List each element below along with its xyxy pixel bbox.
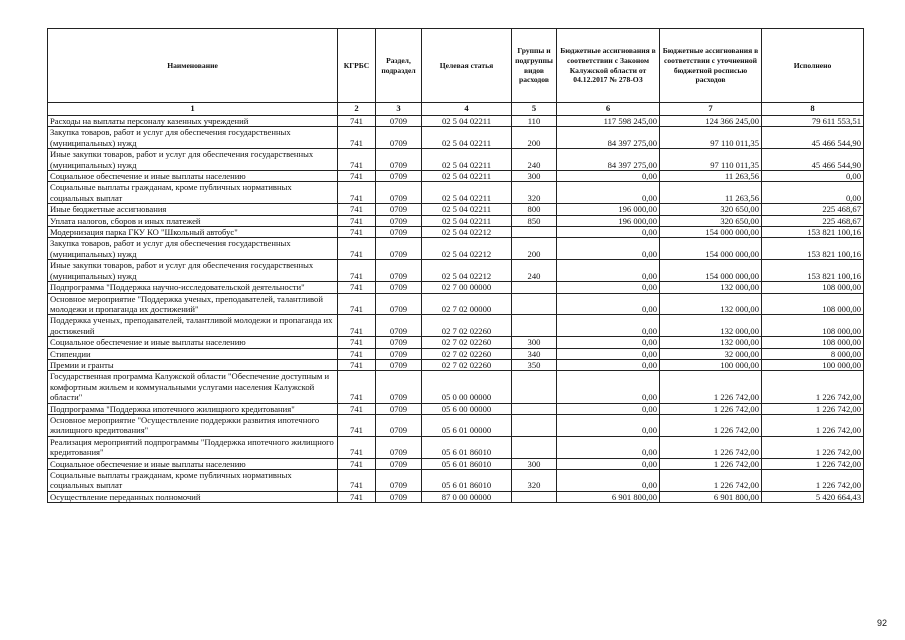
cell-ispolneno: 1 226 742,00 [762, 403, 864, 414]
cell-bud-law: 0,00 [557, 171, 660, 182]
cell-name: Закупка товаров, работ и услуг для обеспечения государственных (муниципальных) нужд [48, 127, 338, 149]
cell-bud-utoch: 132 000,00 [660, 282, 762, 293]
cell-celevaya: 05 6 01 86010 [422, 436, 512, 458]
cell-razdel: 0709 [376, 315, 422, 337]
cell-name: Государственная программа Калужской области "Обеспечение доступным и комфортным жильем и коммунальными услугами населения Калужской области" [48, 371, 338, 403]
cell-bud-law: 0,00 [557, 282, 660, 293]
cell-bud-law: 0,00 [557, 348, 660, 359]
cell-group [512, 282, 557, 293]
cell-celevaya: 02 5 04 02212 [422, 238, 512, 260]
cell-name: Социальное обеспечение и иные выплаты населению [48, 458, 338, 469]
cell-celevaya: 02 5 04 02211 [422, 182, 512, 204]
table-row [48, 293, 864, 315]
cell-group [512, 227, 557, 238]
cell-bud-utoch: 1 226 742,00 [660, 470, 762, 492]
cell-name: Премии и гранты [48, 359, 338, 370]
cell-ispolneno: 153 821 100,16 [762, 238, 864, 260]
table-row [48, 348, 864, 359]
cell-razdel: 0709 [376, 337, 422, 348]
cell-bud-law: 196 000,00 [557, 215, 660, 226]
cell-group: 200 [512, 127, 557, 149]
cell-bud-utoch: 320 650,00 [660, 215, 762, 226]
cell-kgrbs: 741 [338, 215, 376, 226]
cell-name: Модернизация парка ГКУ КО "Школьный автобус" [48, 227, 338, 238]
table-row [48, 491, 864, 502]
header-bud-utoch: Бюджетные ассигнования в соответствии с уточненной бюджетной росписью расходов [660, 29, 762, 103]
cell-name: Социальное обеспечение и иные выплаты населению [48, 337, 338, 348]
table-row [48, 282, 864, 293]
cell-kgrbs: 741 [338, 470, 376, 492]
cell-name: Социальные выплаты гражданам, кроме публичных нормативных социальных выплат [48, 182, 338, 204]
cell-celevaya: 02 7 02 02260 [422, 348, 512, 359]
cell-kgrbs: 741 [338, 282, 376, 293]
cell-kgrbs: 741 [338, 149, 376, 171]
cell-group [512, 293, 557, 315]
cell-celevaya: 02 5 04 02211 [422, 116, 512, 127]
cell-ispolneno: 1 226 742,00 [762, 470, 864, 492]
cell-razdel: 0709 [376, 238, 422, 260]
table-row [48, 470, 864, 492]
cell-bud-utoch: 100 000,00 [660, 359, 762, 370]
cell-bud-utoch: 32 000,00 [660, 348, 762, 359]
cell-name: Закупка товаров, работ и услуг для обеспечения государственных (муниципальных) нужд [48, 238, 338, 260]
cell-kgrbs: 741 [338, 127, 376, 149]
cell-name: Социальное обеспечение и иные выплаты населению [48, 171, 338, 182]
cell-razdel: 0709 [376, 348, 422, 359]
header-name: Наименование [48, 29, 338, 103]
cell-bud-law: 0,00 [557, 337, 660, 348]
cell-razdel: 0709 [376, 227, 422, 238]
cell-celevaya: 02 5 04 02211 [422, 127, 512, 149]
cell-bud-law: 196 000,00 [557, 204, 660, 215]
cell-razdel: 0709 [376, 491, 422, 502]
cell-bud-utoch: 132 000,00 [660, 337, 762, 348]
cell-bud-utoch: 1 226 742,00 [660, 414, 762, 436]
cell-razdel: 0709 [376, 204, 422, 215]
column-number: 5 [512, 103, 557, 116]
cell-celevaya: 02 5 04 02212 [422, 260, 512, 282]
cell-bud-law: 0,00 [557, 470, 660, 492]
cell-kgrbs: 741 [338, 204, 376, 215]
cell-bud-utoch: 132 000,00 [660, 315, 762, 337]
cell-kgrbs: 741 [338, 348, 376, 359]
cell-bud-utoch: 11 263,56 [660, 171, 762, 182]
cell-group [512, 371, 557, 403]
cell-celevaya: 02 7 02 02260 [422, 359, 512, 370]
cell-razdel: 0709 [376, 436, 422, 458]
cell-celevaya: 05 6 01 00000 [422, 414, 512, 436]
cell-group: 800 [512, 204, 557, 215]
cell-group [512, 491, 557, 502]
cell-kgrbs: 741 [338, 260, 376, 282]
table-row [48, 127, 864, 149]
cell-razdel: 0709 [376, 260, 422, 282]
cell-celevaya: 02 7 00 00000 [422, 282, 512, 293]
cell-bud-law: 0,00 [557, 293, 660, 315]
cell-bud-utoch: 154 000 000,00 [660, 238, 762, 260]
cell-kgrbs: 741 [338, 238, 376, 260]
cell-group [512, 403, 557, 414]
cell-razdel: 0709 [376, 371, 422, 403]
cell-bud-law: 0,00 [557, 458, 660, 469]
cell-ispolneno: 100 000,00 [762, 359, 864, 370]
table-row [48, 260, 864, 282]
cell-ispolneno: 108 000,00 [762, 315, 864, 337]
table-row [48, 403, 864, 414]
column-number: 3 [376, 103, 422, 116]
cell-bud-law: 0,00 [557, 371, 660, 403]
cell-bud-law: 0,00 [557, 238, 660, 260]
table-row [48, 458, 864, 469]
cell-kgrbs: 741 [338, 403, 376, 414]
cell-bud-law: 0,00 [557, 182, 660, 204]
cell-bud-utoch: 1 226 742,00 [660, 403, 762, 414]
table-row [48, 171, 864, 182]
table-row [48, 337, 864, 348]
table-row [48, 238, 864, 260]
cell-razdel: 0709 [376, 470, 422, 492]
cell-bud-utoch: 11 263,56 [660, 182, 762, 204]
column-number-row [48, 103, 864, 116]
cell-kgrbs: 741 [338, 227, 376, 238]
cell-ispolneno: 0,00 [762, 182, 864, 204]
cell-bud-law: 0,00 [557, 436, 660, 458]
cell-kgrbs: 741 [338, 491, 376, 502]
table-row [48, 315, 864, 337]
cell-name: Иные закупки товаров, работ и услуг для обеспечения государственных (муниципальных) нужд [48, 260, 338, 282]
column-number: 8 [762, 103, 864, 116]
page-number: 92 [876, 618, 887, 628]
cell-celevaya: 05 0 00 00000 [422, 371, 512, 403]
table-body [48, 116, 864, 503]
cell-ispolneno: 79 611 553,51 [762, 116, 864, 127]
cell-kgrbs: 741 [338, 414, 376, 436]
cell-bud-law: 0,00 [557, 359, 660, 370]
cell-group: 200 [512, 238, 557, 260]
cell-group: 300 [512, 337, 557, 348]
cell-razdel: 0709 [376, 293, 422, 315]
column-number: 1 [48, 103, 338, 116]
cell-bud-law: 0,00 [557, 260, 660, 282]
cell-ispolneno: 0,00 [762, 171, 864, 182]
cell-kgrbs: 741 [338, 171, 376, 182]
cell-bud-law: 0,00 [557, 227, 660, 238]
cell-bud-law: 0,00 [557, 403, 660, 414]
header-ispolneno: Исполнено [762, 29, 864, 103]
header-razdel: Раздел, подраздел [376, 29, 422, 103]
cell-kgrbs: 741 [338, 436, 376, 458]
table-row [48, 215, 864, 226]
cell-razdel: 0709 [376, 458, 422, 469]
cell-name: Основное мероприятие "Осуществление поддержки развития ипотечного жилищного кредитования" [48, 414, 338, 436]
column-number: 7 [660, 103, 762, 116]
cell-celevaya: 02 5 04 02212 [422, 227, 512, 238]
cell-ispolneno: 45 466 544,90 [762, 127, 864, 149]
cell-bud-law: 84 397 275,00 [557, 127, 660, 149]
cell-razdel: 0709 [376, 403, 422, 414]
cell-celevaya: 02 7 02 02260 [422, 337, 512, 348]
cell-ispolneno: 1 226 742,00 [762, 371, 864, 403]
cell-name: Иные бюджетные ассигнования [48, 204, 338, 215]
cell-ispolneno: 225 468,67 [762, 215, 864, 226]
cell-bud-utoch: 1 226 742,00 [660, 458, 762, 469]
cell-bud-utoch: 132 000,00 [660, 293, 762, 315]
cell-ispolneno: 153 821 100,16 [762, 227, 864, 238]
cell-group: 320 [512, 470, 557, 492]
header-bud-law: Бюджетные ассигнования в соответствии с Законом Калужской области от 04.12.2017 № 278-ОЗ [557, 29, 660, 103]
cell-kgrbs: 741 [338, 359, 376, 370]
table-row [48, 359, 864, 370]
cell-group: 350 [512, 359, 557, 370]
cell-group: 300 [512, 458, 557, 469]
cell-name: Иные закупки товаров, работ и услуг для обеспечения государственных (муниципальных) нужд [48, 149, 338, 171]
header-celevaya: Целевая статья [422, 29, 512, 103]
cell-bud-utoch: 154 000 000,00 [660, 227, 762, 238]
cell-ispolneno: 45 466 544,90 [762, 149, 864, 171]
cell-group [512, 315, 557, 337]
cell-group: 240 [512, 149, 557, 171]
cell-name: Расходы на выплаты персоналу казенных учреждений [48, 116, 338, 127]
cell-name: Стипендии [48, 348, 338, 359]
cell-bud-utoch: 1 226 742,00 [660, 436, 762, 458]
cell-ispolneno: 5 420 664,43 [762, 491, 864, 502]
table-row [48, 371, 864, 403]
column-number: 2 [338, 103, 376, 116]
table-row [48, 204, 864, 215]
cell-ispolneno: 1 226 742,00 [762, 458, 864, 469]
cell-celevaya: 02 7 02 02260 [422, 315, 512, 337]
cell-bud-law: 84 397 275,00 [557, 149, 660, 171]
cell-ispolneno: 225 468,67 [762, 204, 864, 215]
cell-group: 320 [512, 182, 557, 204]
cell-name: Подпрограмма "Поддержка ипотечного жилищного кредитования" [48, 403, 338, 414]
column-number: 4 [422, 103, 512, 116]
cell-celevaya: 02 5 04 02211 [422, 149, 512, 171]
cell-razdel: 0709 [376, 116, 422, 127]
cell-group [512, 414, 557, 436]
cell-celevaya: 05 6 00 00000 [422, 403, 512, 414]
cell-kgrbs: 741 [338, 116, 376, 127]
header-row [48, 29, 864, 103]
budget-table [47, 28, 864, 503]
table-row [48, 182, 864, 204]
cell-celevaya: 05 6 01 86010 [422, 458, 512, 469]
cell-kgrbs: 741 [338, 315, 376, 337]
cell-ispolneno: 108 000,00 [762, 293, 864, 315]
cell-group [512, 436, 557, 458]
cell-bud-utoch: 97 110 011,35 [660, 127, 762, 149]
cell-bud-utoch: 1 226 742,00 [660, 371, 762, 403]
cell-name: Реализация мероприятий подпрограммы "Поддержка ипотечного жилищного кредитования" [48, 436, 338, 458]
table-row [48, 116, 864, 127]
cell-celevaya: 02 5 04 02211 [422, 171, 512, 182]
cell-name: Подпрограмма "Поддержка научно-исследовательской деятельности" [48, 282, 338, 293]
cell-bud-law: 0,00 [557, 414, 660, 436]
cell-group: 340 [512, 348, 557, 359]
cell-ispolneno: 153 821 100,16 [762, 260, 864, 282]
cell-kgrbs: 741 [338, 337, 376, 348]
cell-group: 850 [512, 215, 557, 226]
cell-name: Осуществление переданных полномочий [48, 491, 338, 502]
cell-kgrbs: 741 [338, 458, 376, 469]
cell-kgrbs: 741 [338, 182, 376, 204]
cell-ispolneno: 1 226 742,00 [762, 414, 864, 436]
cell-celevaya: 02 5 04 02211 [422, 204, 512, 215]
cell-razdel: 0709 [376, 149, 422, 171]
cell-kgrbs: 741 [338, 293, 376, 315]
table-row [48, 149, 864, 171]
table-row [48, 436, 864, 458]
column-number: 6 [557, 103, 660, 116]
cell-bud-utoch: 97 110 011,35 [660, 149, 762, 171]
cell-razdel: 0709 [376, 215, 422, 226]
cell-kgrbs: 741 [338, 371, 376, 403]
table-row [48, 227, 864, 238]
header-kgrbs: КГРБС [338, 29, 376, 103]
cell-group: 110 [512, 116, 557, 127]
cell-name: Социальные выплаты гражданам, кроме публичных нормативных социальных выплат [48, 470, 338, 492]
cell-razdel: 0709 [376, 182, 422, 204]
cell-razdel: 0709 [376, 171, 422, 182]
cell-celevaya: 05 6 01 86010 [422, 470, 512, 492]
cell-bud-utoch: 124 366 245,00 [660, 116, 762, 127]
cell-celevaya: 87 0 00 00000 [422, 491, 512, 502]
cell-celevaya: 02 5 04 02211 [422, 215, 512, 226]
cell-razdel: 0709 [376, 414, 422, 436]
table-row [48, 414, 864, 436]
cell-bud-law: 0,00 [557, 315, 660, 337]
cell-razdel: 0709 [376, 127, 422, 149]
cell-group: 240 [512, 260, 557, 282]
header-group: Группы и подгруппы видов расходов [512, 29, 557, 103]
cell-name: Уплата налогов, сборов и иных платежей [48, 215, 338, 226]
cell-bud-utoch: 154 000 000,00 [660, 260, 762, 282]
cell-group: 300 [512, 171, 557, 182]
cell-ispolneno: 1 226 742,00 [762, 436, 864, 458]
cell-bud-utoch: 6 901 800,00 [660, 491, 762, 502]
cell-name: Основное мероприятие "Поддержка ученых, преподавателей, талантливой молодежи и пропаганда их достижений" [48, 293, 338, 315]
cell-bud-utoch: 320 650,00 [660, 204, 762, 215]
cell-ispolneno: 108 000,00 [762, 282, 864, 293]
cell-razdel: 0709 [376, 359, 422, 370]
cell-ispolneno: 108 000,00 [762, 337, 864, 348]
cell-celevaya: 02 7 02 00000 [422, 293, 512, 315]
cell-bud-law: 117 598 245,00 [557, 116, 660, 127]
cell-name: Поддержка ученых, преподавателей, талантливой молодежи и пропаганда их достижений [48, 315, 338, 337]
cell-bud-law: 6 901 800,00 [557, 491, 660, 502]
cell-razdel: 0709 [376, 282, 422, 293]
cell-ispolneno: 8 000,00 [762, 348, 864, 359]
